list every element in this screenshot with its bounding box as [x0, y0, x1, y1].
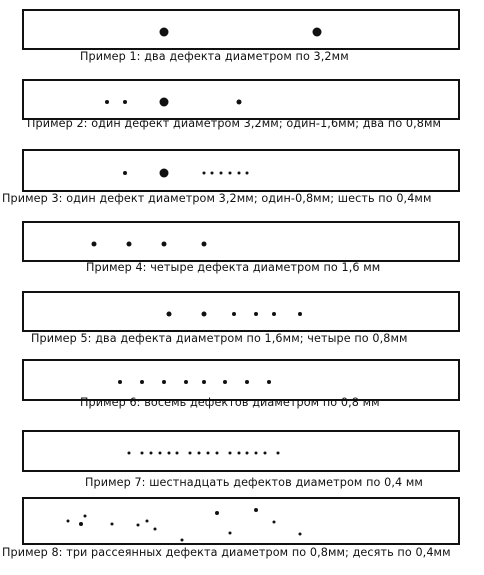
defect-dot — [228, 531, 231, 534]
defect-dot — [79, 522, 83, 526]
defect-dot — [166, 311, 171, 316]
defect-dot — [123, 100, 127, 104]
defect-dot — [228, 452, 231, 455]
defect-dot — [298, 532, 301, 535]
defect-dot — [201, 311, 206, 316]
example-2-caption: Пример 2: один дефект диаметром 3,2мм; один-1,6мм; два по 0,8мм — [27, 117, 442, 130]
defect-dot — [237, 171, 240, 174]
defect-dot — [158, 452, 161, 455]
defect-dot — [272, 312, 276, 316]
defect-dot — [254, 508, 258, 512]
defect-dot — [277, 452, 280, 455]
defect-dot — [313, 27, 322, 36]
defect-dot — [255, 452, 258, 455]
defect-dot — [127, 241, 132, 246]
defect-dot — [140, 380, 144, 384]
defect-dot — [236, 99, 241, 104]
defect-dot — [110, 522, 113, 525]
example-7-panel — [22, 430, 460, 472]
defect-dot — [128, 452, 131, 455]
defect-dot — [160, 168, 169, 177]
defect-dot — [92, 241, 97, 246]
defect-dot — [272, 520, 275, 523]
defect-dot — [150, 452, 153, 455]
defect-dot — [202, 380, 206, 384]
defect-dot — [162, 380, 166, 384]
defect-dot — [220, 171, 223, 174]
defect-dot — [237, 452, 240, 455]
defect-dot — [198, 452, 201, 455]
defect-dot — [215, 511, 219, 515]
defect-dot — [202, 171, 205, 174]
defect-dot — [84, 514, 87, 517]
defect-dot — [66, 519, 69, 522]
defect-dot — [160, 97, 169, 106]
defect-dot — [154, 527, 157, 530]
defect-dot — [180, 538, 183, 541]
defect-dot — [160, 27, 169, 36]
defect-dot — [167, 452, 170, 455]
defect-dot — [145, 520, 148, 523]
defect-dot — [298, 312, 302, 316]
example-5-panel — [22, 291, 460, 332]
example-4-caption: Пример 4: четыре дефекта диаметром по 1,6 мм — [86, 261, 381, 274]
defect-dot — [215, 452, 218, 455]
defect-dot — [263, 452, 266, 455]
defect-dot — [176, 452, 179, 455]
example-8-caption: Пример 8: три рассеянных дефекта диаметром по 0,8мм; десять по 0,4мм — [2, 546, 451, 559]
defect-dot — [254, 312, 258, 316]
defect-dot — [136, 524, 139, 527]
defect-dot — [267, 380, 271, 384]
example-1-caption: Пример 1: два дефекта диаметром по 3,2мм — [80, 50, 349, 63]
defect-dot — [141, 452, 144, 455]
defect-dot — [184, 380, 188, 384]
example-6-panel — [22, 359, 460, 401]
example-1-panel — [22, 9, 460, 50]
defect-dot — [105, 100, 109, 104]
example-4-panel — [22, 221, 460, 262]
example-5-caption: Пример 5: два дефекта диаметром по 1,6мм; четыре по 0,8мм — [31, 332, 408, 345]
example-8-panel — [22, 497, 460, 545]
defect-dot — [246, 171, 249, 174]
example-7-caption: Пример 7: шестнадцать дефектов диаметром по 0,4 мм — [85, 476, 423, 489]
example-2-panel — [22, 79, 460, 120]
defect-dot — [123, 171, 127, 175]
defect-dot — [211, 171, 214, 174]
defect-dot — [245, 380, 249, 384]
defect-dot — [206, 452, 209, 455]
defect-dot — [223, 380, 227, 384]
defect-dot — [189, 452, 192, 455]
defect-dot — [232, 312, 236, 316]
example-3-panel — [22, 149, 460, 192]
example-3-caption: Пример 3: один дефект диаметром 3,2мм; один-0,8мм; шесть по 0,4мм — [2, 192, 432, 205]
defect-dot — [118, 380, 122, 384]
defect-dot — [162, 241, 167, 246]
defect-dot — [228, 171, 231, 174]
defect-dot — [246, 452, 249, 455]
example-6-caption: Пример 6: восемь дефектов диаметром по 0,8 мм — [80, 396, 380, 409]
defect-dot — [201, 241, 206, 246]
